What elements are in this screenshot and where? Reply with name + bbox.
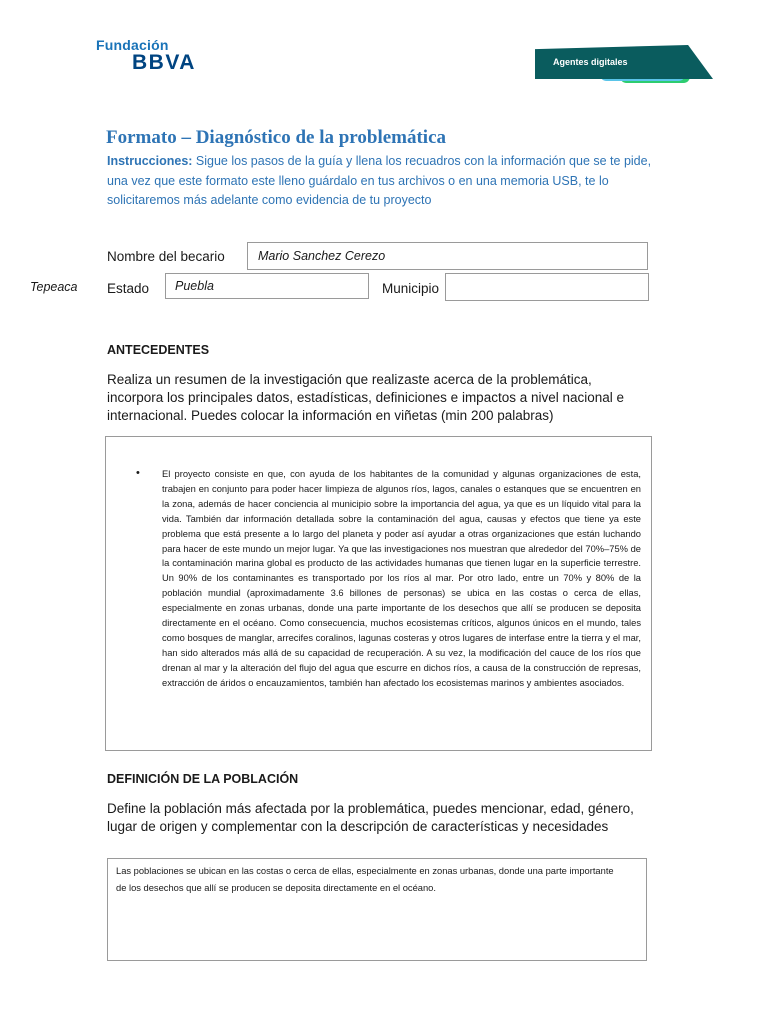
antecedentes-heading: ANTECEDENTES xyxy=(107,343,210,357)
instructions-label: Instrucciones: xyxy=(107,154,193,168)
estado-label: Estado xyxy=(107,281,150,296)
becario-field[interactable] xyxy=(247,242,648,270)
estado-field[interactable] xyxy=(165,273,369,299)
municipio-note: Tepeaca xyxy=(30,280,78,294)
page-title: Formato – Diagnóstico de la problemática xyxy=(106,127,447,148)
municipio-field[interactable] xyxy=(445,273,649,301)
municipio-label: Municipio xyxy=(382,281,440,296)
becario-value: Mario Sanchez Cerezo xyxy=(258,249,386,263)
estado-value: Puebla xyxy=(175,279,214,293)
becario-label: Nombre del becario xyxy=(107,249,225,264)
poblacion-box[interactable] xyxy=(107,858,647,961)
logo-bbva: BBVA xyxy=(132,51,196,74)
instructions-text: Sigue los pasos de la guía y llena los recuadros con la información que se te pide, una vez que este formato este lleno guárdalo en tus archivos o en una memoria USB, te lo solicitaremos más adelante como evidencia de tu proyecto xyxy=(107,154,652,207)
antecedentes-prompt: Realiza un resumen de la investigación que realizaste acerca de la problemática, incorpora los principales datos, estadísticas, definiciones e impactos a nivel nacional e internacional. Puedes colocar la información en viñetas (min 200 palabras) xyxy=(107,372,625,423)
instructions xyxy=(107,152,652,211)
poblacion-heading: DEFINICIÓN DE LA POBLACIÓN xyxy=(107,772,299,786)
badge-label: Agentes digitales xyxy=(553,57,628,67)
antecedentes-bullet: El proyecto consiste en que, con ayuda de los habitantes de la comunidad y algunas organizaciones de esta, trabajen en conjunto para poder hacer limpieza de algunos ríos, lagos, canales o estanques que se encuentren en la zona, además de hacer conciencia al municipio sobre la importancia del agua, ya que es un líquido vital para la vida. También dar información detallada sobre la contaminación del agua, causas y efectos que tiene ya este problema que está presente a lo largo del planeta y poder así ayudar a otras organizaciones que están luchando para hacer de este mundo un mejor lugar. Ya que las investigaciones nos muestran que alrededor del 70%–75% de la contaminación marina global es producto de las actividades humanas que tienen lugar en la superficie terrestre. Un 90% de los contaminantes es transportado por los ríos al mar. Por otro lado, entre un 70% y 80% de la población mundial (aproximadamente 3.6 billones de personas) se ubica en las costas o cerca de ellas, especialmente en zonas urbanas, donde una parte importante de los desechos que allí se producen se deposita directamente en el océano. Como consecuencia, muchos ecosistemas críticos, algunos únicos en el mundo, tales como bosques de manglar, arrecifes coralinos, lagunas costeras y otros lugares de interfase entre la tierra y el mar, han sido alterados más allá de su capacidad de recuperación. A su vez, la modificación del cauce de los ríos que drenan al mar y la alteración del flujo del agua que escurre en dichos ríos, a causa de la construcción de represas, extracción de áridos o encauzamientos, también han afectado los ecosistemas marinos y ambientes asociados. xyxy=(162,469,641,688)
poblacion-answer: Las poblaciones se ubican en las costas o cerca de ellas, especialmente en zonas urbanas, donde una parte importante de los desechos que allí se producen se deposita directamente en el océano. xyxy=(116,866,614,893)
bullet-dot-icon: • xyxy=(136,467,140,479)
logo-fundacion: Fundación xyxy=(96,37,169,53)
poblacion-prompt: Define la población más afectada por la problemática, puedes mencionar, edad, género, lugar de origen y complementar con la descripción de características y necesidades xyxy=(107,801,634,834)
antecedentes-box[interactable] xyxy=(105,436,652,751)
